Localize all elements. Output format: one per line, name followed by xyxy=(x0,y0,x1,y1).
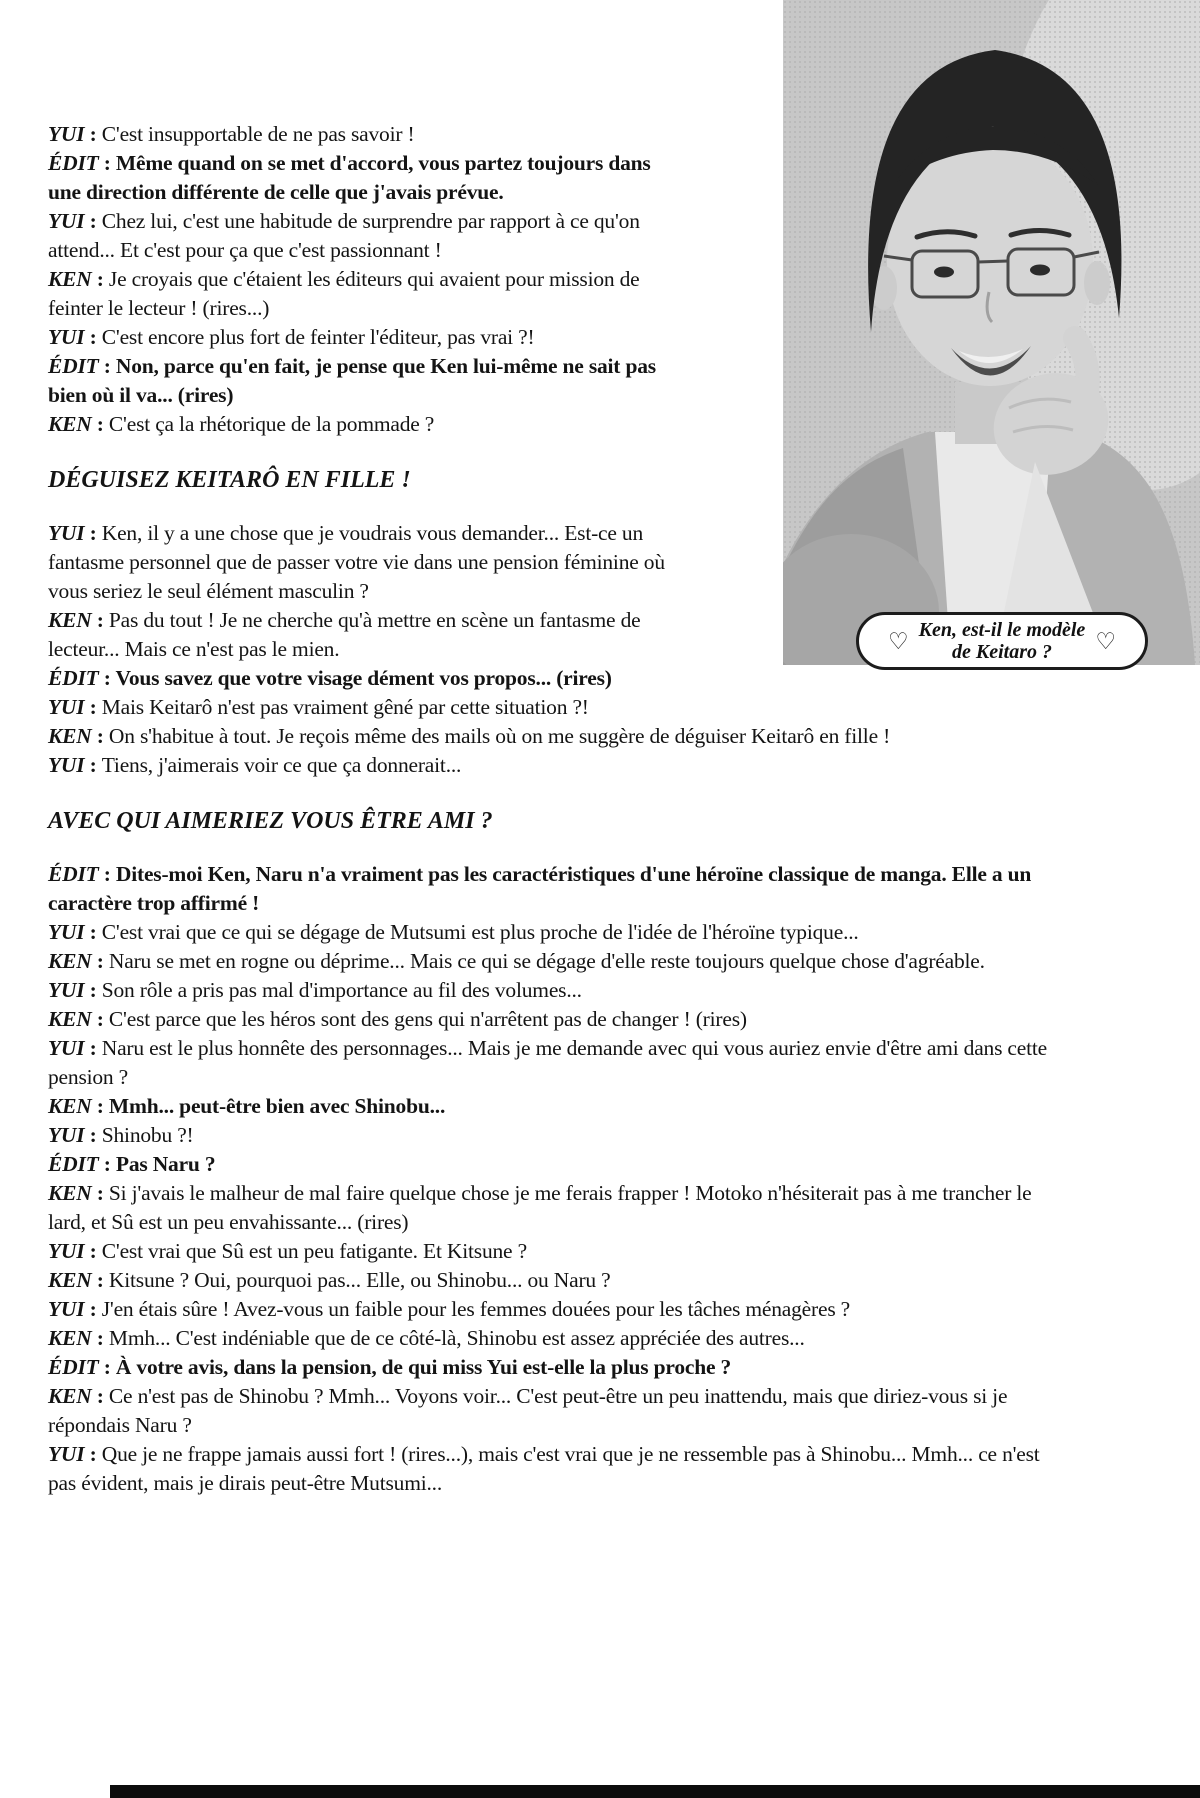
speaker-colon: : xyxy=(84,209,102,233)
heart-icon: ♡ xyxy=(1095,628,1116,654)
dialogue-line xyxy=(48,1179,1068,1237)
speaker-colon: : xyxy=(84,1123,102,1147)
speaker-label: KEN xyxy=(48,1326,92,1350)
dialogue-text: Naru se met en rogne ou déprime... Mais ce qui se dégage d'elle reste toujours quelque chose d'agréable. xyxy=(108,949,985,973)
speaker-colon: : xyxy=(91,1181,109,1205)
dialogue-text: C'est vrai que Sû est un peu fatigante. Et Kitsune ? xyxy=(101,1239,527,1263)
speaker-colon: : xyxy=(84,920,102,944)
dialogue-line xyxy=(48,751,928,780)
speaker-label: YUI xyxy=(48,978,85,1002)
dialogue-line xyxy=(48,1266,1068,1295)
section-heading: DÉGUISEZ KEITARÔ EN FILLE ! xyxy=(48,467,411,493)
dialogue-text: C'est vrai que ce qui se dégage de Mutsumi est plus proche de l'idée de l'héroïne typique... xyxy=(101,920,859,944)
speaker-colon: : xyxy=(98,354,116,378)
dialogue-text: J'en étais sûre ! Avez-vous un faible pour les femmes douées pour les tâches ménagères ? xyxy=(101,1297,851,1321)
speaker-colon: : xyxy=(91,724,109,748)
speaker-label: ÉDIT xyxy=(48,862,99,886)
dialogue-text: Kitsune ? Oui, pourquoi pas... Elle, ou Shinobu... ou Naru ? xyxy=(108,1268,611,1292)
dialogue-text: Mmh... peut-être bien avec Shinobu... xyxy=(108,1094,446,1118)
dialogue-text: Vous savez que votre visage dément vos propos... (rires) xyxy=(115,666,612,690)
speaker-label: YUI xyxy=(48,695,85,719)
dialogue-text: Même quand on se met d'accord, vous partez toujours dans une direction différente de celle que j'avais prévue. xyxy=(48,151,651,204)
speaker-label: KEN xyxy=(48,949,92,973)
dialogue-text: C'est encore plus fort de feinter l'éditeur, pas vrai ?! xyxy=(101,325,535,349)
dialogue-line xyxy=(48,1092,1068,1121)
speaker-colon: : xyxy=(91,1326,109,1350)
speaker-colon: : xyxy=(98,151,116,175)
speaker-colon: : xyxy=(84,753,102,777)
dialogue-text: Ce n'est pas de Shinobu ? Mmh... Voyons voir... C'est peut-être un peu inattendu, mais que diriez-vous si je répondais Naru ? xyxy=(48,1384,1008,1437)
speaker-label: YUI xyxy=(48,209,85,233)
dialogue-line xyxy=(48,1353,1068,1382)
page-bottom-bar xyxy=(110,1785,1200,1798)
dialogue-text: À votre avis, dans la pension, de qui miss Yui est-elle la plus proche ? xyxy=(115,1355,732,1379)
speaker-label: ÉDIT xyxy=(48,1152,99,1176)
speaker-colon: : xyxy=(84,325,102,349)
dialogue-text: Ken, il y a une chose que je voudrais vous demander... Est-ce un fantasme personnel que de passer votre vie dans une pension féminine où vous seriez le seul élément masculin ? xyxy=(48,521,665,603)
speaker-label: KEN xyxy=(48,1268,92,1292)
speaker-colon: : xyxy=(91,1007,109,1031)
dialogue-text: Tiens, j'aimerais voir ce que ça donnerait... xyxy=(101,753,462,777)
dialogue-text: C'est parce que les héros sont des gens qui n'arrêtent pas de changer ! (rires) xyxy=(108,1007,747,1031)
dialogue-line xyxy=(48,860,1068,918)
speaker-label: KEN xyxy=(48,1094,92,1118)
speaker-label: YUI xyxy=(48,521,85,545)
section-heading: AVEC QUI AIMERIEZ VOUS ÊTRE AMI ? xyxy=(48,808,493,834)
dialogue-line xyxy=(48,722,928,751)
dialogue-line xyxy=(48,1005,1068,1034)
speaker-label: YUI xyxy=(48,1036,85,1060)
speaker-label: YUI xyxy=(48,1297,85,1321)
speaker-colon: : xyxy=(84,1442,102,1466)
speaker-label: KEN xyxy=(48,1007,92,1031)
dialogue-text: Naru est le plus honnête des personnages... Mais je me demande avec qui vous auriez envie d'être ami dans cette pension ? xyxy=(48,1036,1047,1089)
dialogue-text: Shinobu ?! xyxy=(101,1123,194,1147)
speaker-colon: : xyxy=(91,1094,109,1118)
speaker-label: ÉDIT xyxy=(48,666,99,690)
speaker-colon: : xyxy=(84,521,102,545)
speaker-colon: : xyxy=(91,949,109,973)
dialogue-text: Mmh... C'est indéniable que de ce côté-là, Shinobu est assez appréciée des autres... xyxy=(108,1326,805,1350)
dialogue-line xyxy=(48,947,1068,976)
speaker-label: YUI xyxy=(48,1123,85,1147)
dialogue-line xyxy=(48,1150,1068,1179)
speaker-label: KEN xyxy=(48,724,92,748)
speaker-label: KEN xyxy=(48,1384,92,1408)
speaker-label: KEN xyxy=(48,412,92,436)
dialogue-block xyxy=(48,860,1164,1498)
dialogue-text: Non, parce qu'en fait, je pense que Ken lui-même ne sait pas bien où il va... (rires) xyxy=(48,354,656,407)
speaker-label: ÉDIT xyxy=(48,354,99,378)
dialogue-line xyxy=(48,976,1068,1005)
speaker-label: YUI xyxy=(48,1442,85,1466)
dialogue-text: C'est ça la rhétorique de la pommade ? xyxy=(108,412,435,436)
dialogue-text: Mais Keitarô n'est pas vraiment gêné par cette situation ?! xyxy=(101,695,589,719)
speaker-colon: : xyxy=(91,412,109,436)
dialogue-line xyxy=(48,1237,1068,1266)
dialogue-text: On s'habitue à tout. Je reçois même des mails où on me suggère de déguiser Keitarô en fille ! xyxy=(108,724,891,748)
speaker-colon: : xyxy=(84,978,102,1002)
dialogue-text: Chez lui, c'est une habitude de surprendre par rapport à ce qu'on attend... Et c'est pour ça que c'est passionnant ! xyxy=(48,209,640,262)
speaker-label: YUI xyxy=(48,325,85,349)
dialogue-text: Je croyais que c'étaient les éditeurs qui avaient pour mission de feinter le lecteur ! (rires...) xyxy=(48,267,640,320)
speaker-label: ÉDIT xyxy=(48,1355,99,1379)
dialogue-line xyxy=(48,1324,1068,1353)
dialogue-text: Que je ne frappe jamais aussi fort ! (rires...), mais c'est vrai que je ne ressemble pas à Shinobu... Mmh... ce n'est pas évident, mais je dirais peut-être Mutsumi... xyxy=(48,1442,1040,1495)
dialogue-text: Pas Naru ? xyxy=(115,1152,216,1176)
dialogue-text: Son rôle a pris pas mal d'importance au fil des volumes... xyxy=(101,978,582,1002)
dialogue-line xyxy=(48,1382,1068,1440)
speaker-label: YUI xyxy=(48,753,85,777)
speaker-label: KEN xyxy=(48,608,92,632)
speaker-colon: : xyxy=(84,122,102,146)
dialogue-text: Dites-moi Ken, Naru n'a vraiment pas les caractéristiques d'une héroïne classique de manga. Elle a un caractère trop affirmé ! xyxy=(48,862,1032,915)
speaker-label: YUI xyxy=(48,1239,85,1263)
speaker-colon: : xyxy=(84,1297,102,1321)
speaker-colon: : xyxy=(91,608,109,632)
dialogue-line xyxy=(48,693,928,722)
dialogue-line xyxy=(48,918,1068,947)
speaker-colon: : xyxy=(84,695,102,719)
interview-column xyxy=(48,120,1164,1498)
dialogue-text: C'est insupportable de ne pas savoir ! xyxy=(101,122,415,146)
speaker-colon: : xyxy=(98,1152,116,1176)
speaker-colon: : xyxy=(84,1239,102,1263)
speaker-colon: : xyxy=(98,862,116,886)
speaker-colon: : xyxy=(91,1384,109,1408)
speaker-label: KEN xyxy=(48,267,92,291)
dialogue-line xyxy=(48,1121,1068,1150)
speaker-label: KEN xyxy=(48,1181,92,1205)
dialogue-line xyxy=(48,1440,1068,1498)
dialogue-text: Pas du tout ! Je ne cherche qu'à mettre en scène un fantasme de lecteur... Mais ce n'est pas le mien. xyxy=(48,608,641,661)
photo-caption-line2: de Keitaro ? xyxy=(951,641,1052,663)
dialogue-line xyxy=(48,1295,1068,1324)
photo-caption xyxy=(856,612,1148,670)
speaker-label: YUI xyxy=(48,122,85,146)
photo-caption-text xyxy=(919,619,1086,663)
speaker-label: YUI xyxy=(48,920,85,944)
speaker-colon: : xyxy=(91,1268,109,1292)
photo-caption-line1: Ken, est-il le modèle xyxy=(918,619,1086,641)
speaker-colon: : xyxy=(91,267,109,291)
dialogue-text: Si j'avais le malheur de mal faire quelque chose je me ferais frapper ! Motoko n'hésiterait pas à me trancher le lard, et Sû est un peu envahissante... (rires) xyxy=(48,1181,1032,1234)
dialogue-line xyxy=(48,1034,1068,1092)
speaker-colon: : xyxy=(98,666,116,690)
photo-wrap-spacer xyxy=(688,120,1164,692)
speaker-colon: : xyxy=(84,1036,102,1060)
speaker-label: ÉDIT xyxy=(48,151,99,175)
heart-icon: ♡ xyxy=(888,628,909,654)
speaker-colon: : xyxy=(98,1355,116,1379)
